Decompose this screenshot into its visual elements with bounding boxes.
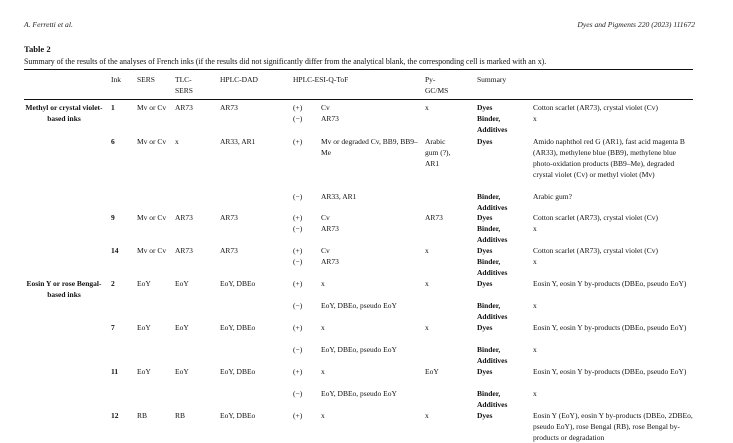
cell-summary-binder: Binder, Additives xyxy=(477,345,508,365)
cell-esi-mode-pos: (+) xyxy=(293,137,303,146)
col-header-hplc-esi-qtof: HPLC-ESI-Q-ToF xyxy=(293,75,349,84)
cell-description-dyes: Amido naphthol red G (AR1), fast acid magenta B (AR33), methylene blue (BB9), methylene blue photo-oxidation products (BB9–Me), degraded crystal violet (Cv) or methyl violet (Mv) xyxy=(533,137,685,179)
cell-py-gc-ms: x xyxy=(425,323,429,332)
col-header-sers: SERS xyxy=(137,75,155,84)
cell-description-binder: x xyxy=(533,301,537,310)
cell-sers: EoY xyxy=(137,279,151,288)
cell-summary-binder: Binder, Additives xyxy=(477,224,508,244)
cell-esi-mode-neg: (−) xyxy=(293,257,303,266)
cell-tlc-sers: x xyxy=(175,137,179,146)
cell-summary-dyes: Dyes xyxy=(477,213,493,222)
running-header-journal: Dyes and Pigments 220 (2023) 111672 xyxy=(577,20,695,29)
cell-hplc-dad: EoY, DBEo xyxy=(220,367,256,376)
cell-esi-mode-pos: (+) xyxy=(293,279,303,288)
cell-ink: 7 xyxy=(111,323,115,332)
cell-py-gc-ms: x xyxy=(425,279,429,288)
cell-sers: Mv or Cv xyxy=(137,137,167,146)
cell-description-dyes: Eosin Y, eosin Y by-products (DBEo, pseudo EoY) xyxy=(533,367,687,376)
cell-py-gc-ms: EoY xyxy=(425,367,439,376)
cell-esi-mode-pos: (+) xyxy=(293,367,303,376)
cell-hplc-dad: AR73 xyxy=(220,213,238,222)
cell-description-binder: Arabic gum? xyxy=(533,192,572,201)
cell-description-dyes: Eosin Y (EoY), eosin Y by-products (DBEo, 2DBEo, pseudo EoY), rose Bengal (RB), rose Bengal by-products or degradation xyxy=(533,411,693,442)
cell-esi-neg-value: AR73 xyxy=(321,224,339,233)
cell-summary-binder: Binder, Additives xyxy=(477,114,508,134)
cell-ink: 6 xyxy=(111,137,115,146)
cell-esi-neg-value: EoY, DBEo, pseudo EoY xyxy=(321,389,397,398)
cell-description-dyes: Cotton scarlet (AR73), crystal violet (Cv) xyxy=(533,103,658,112)
cell-summary-dyes: Dyes xyxy=(477,103,493,112)
cell-description-binder: x xyxy=(533,345,537,354)
col-header-ink: Ink xyxy=(111,75,121,84)
cell-summary-dyes: Dyes xyxy=(477,279,493,288)
cell-esi-pos-value: x xyxy=(321,323,325,332)
cell-description-dyes: Eosin Y, eosin Y by-products (DBEo, pseudo EoY) xyxy=(533,323,687,332)
cell-sers: EoY xyxy=(137,323,151,332)
cell-description-dyes: Cotton scarlet (AR73), crystal violet (Cv) xyxy=(533,246,658,255)
table-caption: Summary of the results of the analyses of French inks (if the results did not significantly differ from the analytical blank, the corresponding cell is marked with an x). xyxy=(24,57,547,66)
cell-esi-mode-neg: (−) xyxy=(293,345,303,354)
cell-summary-dyes: Dyes xyxy=(477,323,493,332)
cell-summary-dyes: Dyes xyxy=(477,367,493,376)
cell-esi-pos-value: x xyxy=(321,411,325,420)
cell-summary-dyes: Dyes xyxy=(477,246,493,255)
cell-esi-pos-value: Cv xyxy=(321,246,330,255)
cell-esi-neg-value: AR33, AR1 xyxy=(321,192,357,201)
cell-summary-dyes: Dyes xyxy=(477,137,493,146)
cell-tlc-sers: EoY xyxy=(175,367,189,376)
cell-summary-binder: Binder, Additives xyxy=(477,389,508,409)
cell-esi-mode-pos: (+) xyxy=(293,213,303,222)
group-label-methyl-violet: Methyl or crystal violet-based inks xyxy=(25,103,103,123)
cell-hplc-dad: EoY, DBEo xyxy=(220,279,256,288)
table-title: Table 2 xyxy=(24,44,51,54)
table-header-rule xyxy=(24,99,693,100)
cell-tlc-sers: AR73 xyxy=(175,246,193,255)
cell-py-gc-ms: x xyxy=(425,411,429,420)
cell-hplc-dad: AR73 xyxy=(220,246,238,255)
cell-ink: 12 xyxy=(111,411,119,420)
cell-tlc-sers: EoY xyxy=(175,279,189,288)
cell-esi-mode-neg: (−) xyxy=(293,114,303,123)
col-header-tlc-sers: TLC-SERS xyxy=(175,75,193,95)
cell-tlc-sers: EoY xyxy=(175,323,189,332)
cell-description-dyes: Cotton scarlet (AR73), crystal violet (Cv) xyxy=(533,213,658,222)
cell-ink: 9 xyxy=(111,213,115,222)
cell-description-binder: x xyxy=(533,389,537,398)
cell-sers: RB xyxy=(137,411,148,420)
cell-description-binder: x xyxy=(533,224,537,233)
cell-esi-neg-value: AR73 xyxy=(321,257,339,266)
col-header-summary: Summary xyxy=(477,75,507,84)
cell-description-dyes: Eosin Y, eosin Y by-products (DBEo, pseudo EoY) xyxy=(533,279,687,288)
cell-summary-dyes: Dyes xyxy=(477,411,493,420)
cell-sers: Mv or Cv xyxy=(137,246,167,255)
cell-esi-mode-pos: (+) xyxy=(293,411,303,420)
group-label-eosin-rose-bengal: Eosin Y or rose Bengal- based inks xyxy=(26,279,102,299)
cell-sers: EoY xyxy=(137,367,151,376)
cell-esi-pos-value: Cv xyxy=(321,213,330,222)
cell-esi-mode-neg: (−) xyxy=(293,224,303,233)
cell-tlc-sers: AR73 xyxy=(175,103,193,112)
cell-description-binder: x xyxy=(533,114,537,123)
running-header-authors: A. Ferretti et al. xyxy=(24,20,73,29)
cell-py-gc-ms: x xyxy=(425,246,429,255)
cell-py-gc-ms: AR73 xyxy=(425,213,443,222)
cell-esi-pos-value: Cv xyxy=(321,103,330,112)
cell-ink: 1 xyxy=(111,103,115,112)
cell-esi-pos-value: Mv or degraded Cv, BB9, BB9–Me xyxy=(321,137,418,157)
cell-ink: 11 xyxy=(111,367,119,376)
col-header-py-gc-ms: Py-GC/MS xyxy=(425,75,449,95)
cell-hplc-dad: AR73 xyxy=(220,103,238,112)
cell-esi-pos-value: x xyxy=(321,279,325,288)
col-header-hplc-dad: HPLC-DAD xyxy=(220,75,258,84)
cell-esi-mode-pos: (+) xyxy=(293,323,303,332)
cell-esi-mode-neg: (−) xyxy=(293,301,303,310)
cell-esi-mode-pos: (+) xyxy=(293,246,303,255)
cell-summary-binder: Binder, Additives xyxy=(477,257,508,277)
cell-hplc-dad: EoY, DBEo xyxy=(220,411,256,420)
cell-esi-mode-pos: (+) xyxy=(293,103,303,112)
cell-ink: 14 xyxy=(111,246,119,255)
cell-summary-binder: Binder, Additives xyxy=(477,192,508,212)
cell-sers: Mv or Cv xyxy=(137,103,167,112)
cell-esi-mode-neg: (−) xyxy=(293,192,303,201)
table-top-rule xyxy=(24,69,693,70)
cell-tlc-sers: AR73 xyxy=(175,213,193,222)
cell-ink: 2 xyxy=(111,279,115,288)
cell-hplc-dad: EoY, DBEo xyxy=(220,323,256,332)
cell-tlc-sers: RB xyxy=(175,411,186,420)
cell-py-gc-ms: x xyxy=(425,103,429,112)
cell-esi-neg-value: EoY, DBEo, pseudo EoY xyxy=(321,301,397,310)
cell-esi-neg-value: AR73 xyxy=(321,114,339,123)
cell-description-binder: x xyxy=(533,257,537,266)
cell-sers: Mv or Cv xyxy=(137,213,167,222)
cell-esi-pos-value: x xyxy=(321,367,325,376)
cell-hplc-dad: AR33, AR1 xyxy=(220,137,256,146)
cell-esi-mode-neg: (−) xyxy=(293,389,303,398)
cell-py-gc-ms: Arabic gum (?), AR1 xyxy=(425,137,451,168)
cell-esi-neg-value: EoY, DBEo, pseudo EoY xyxy=(321,345,397,354)
cell-summary-binder: Binder, Additives xyxy=(477,301,508,321)
